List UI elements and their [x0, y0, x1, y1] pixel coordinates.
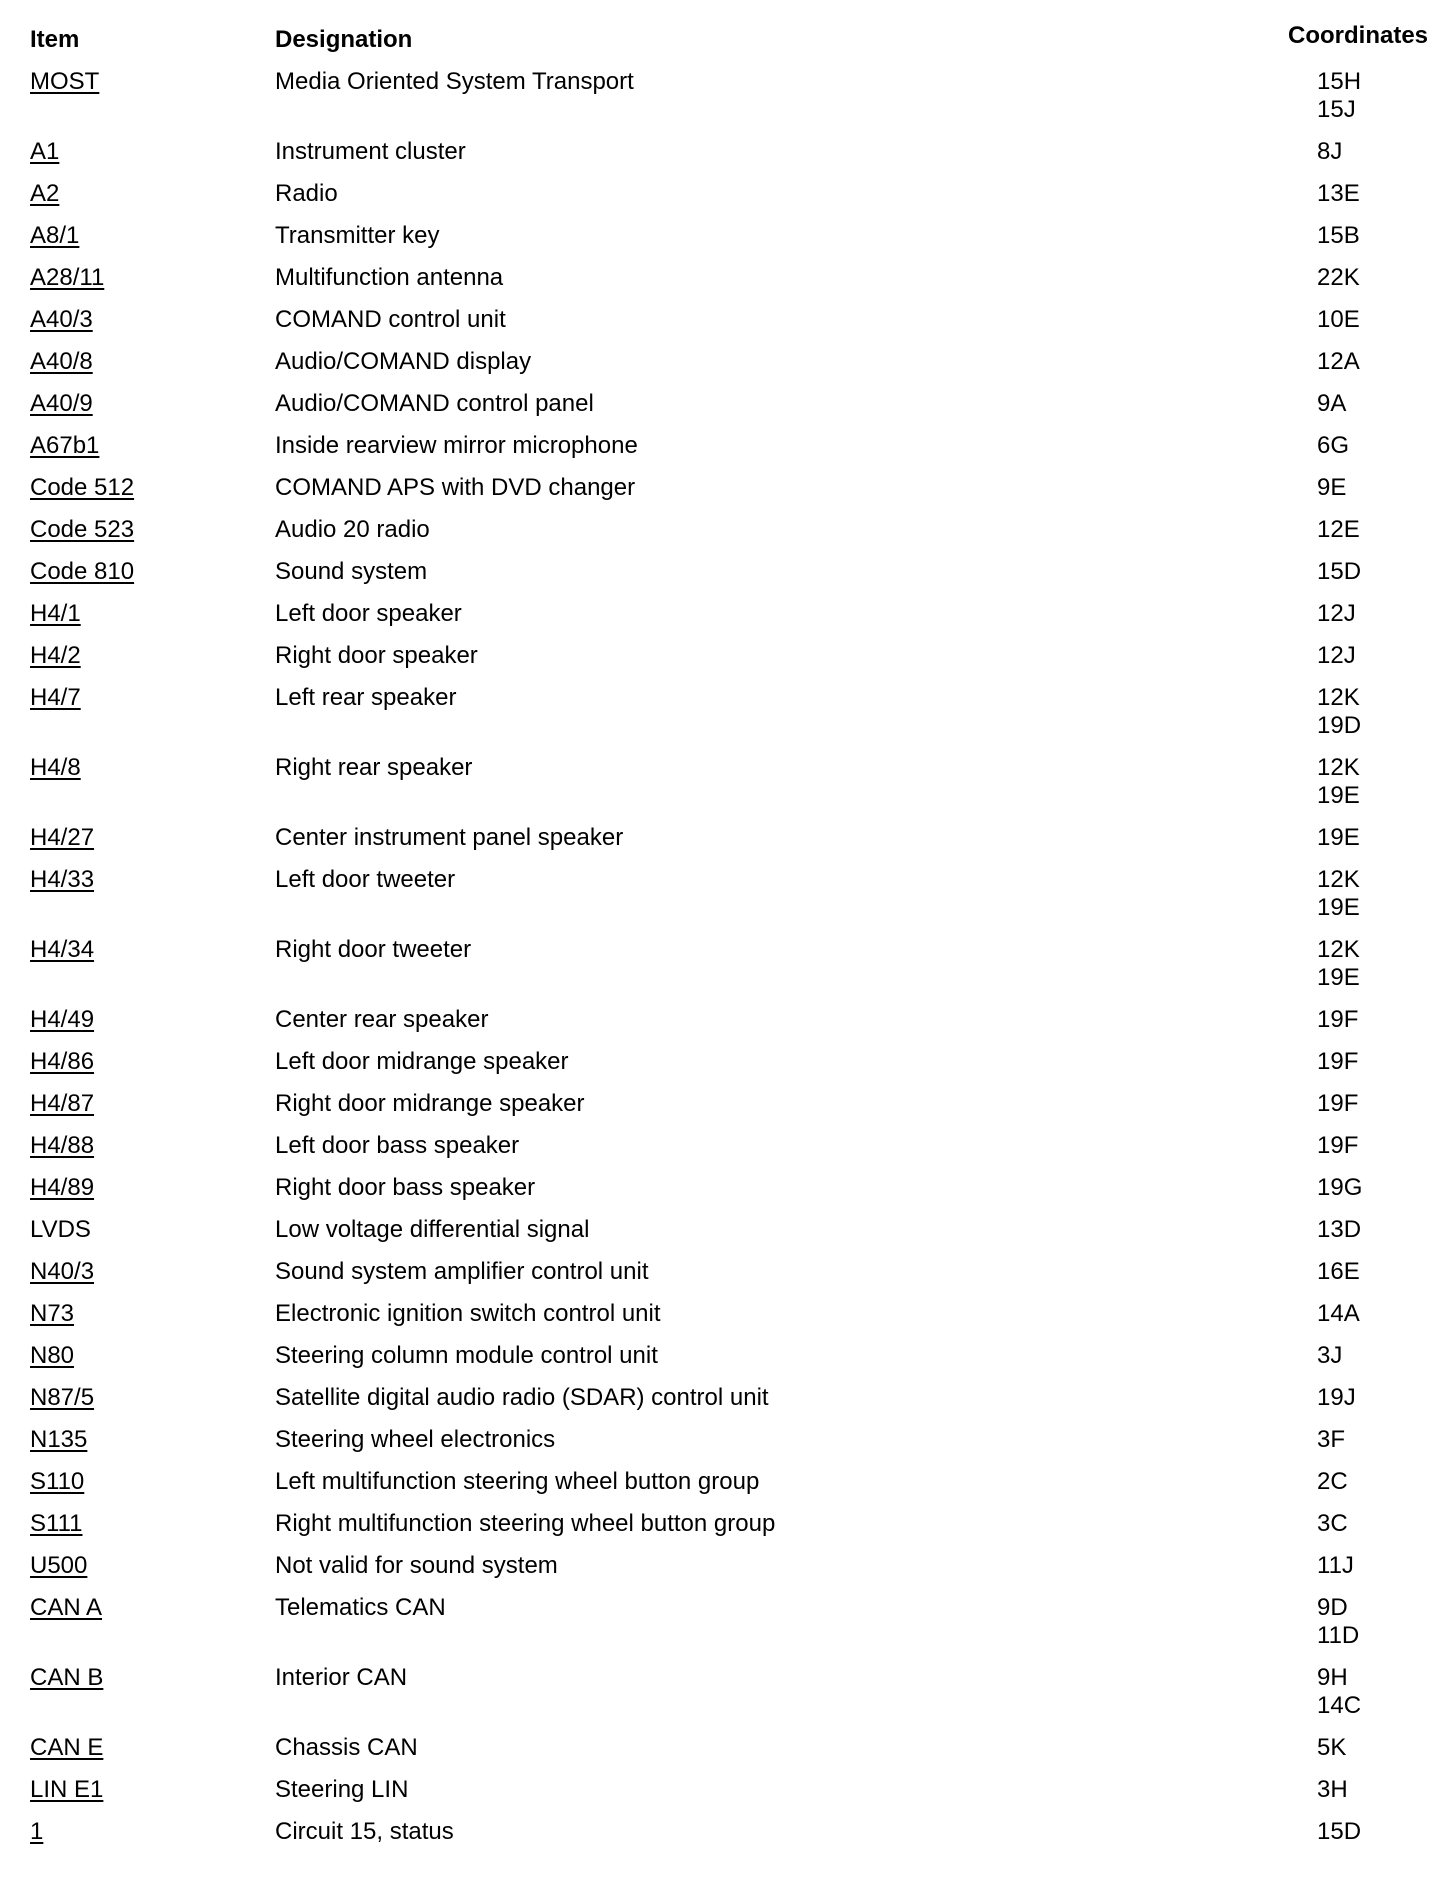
designation-text: COMAND APS with DVD changer — [275, 474, 636, 501]
designation-text: COMAND control unit — [275, 306, 506, 333]
coordinates-cell — [1317, 432, 1456, 460]
item-link[interactable]: H4/86 — [30, 1048, 95, 1075]
designation-text: Right multifunction steering wheel button group — [275, 1510, 776, 1537]
coordinate-value: 19F — [1317, 1006, 1359, 1033]
component-table — [0, 68, 1456, 1860]
coordinate-value: 8J — [1317, 138, 1343, 165]
table-row — [0, 1552, 1456, 1594]
designation-text: Telematics CAN — [275, 1594, 446, 1621]
coordinate-value: 12K — [1317, 936, 1360, 963]
coordinates-cell — [1317, 754, 1456, 810]
item-link[interactable]: H4/89 — [30, 1174, 95, 1201]
designation-text: Right rear speaker — [275, 754, 473, 781]
designation-text: Left door speaker — [275, 600, 462, 627]
table-row — [0, 516, 1456, 558]
coordinate-value: 9E — [1317, 474, 1347, 501]
coordinates-cell — [1317, 600, 1456, 628]
coordinate-value: 13D — [1317, 1216, 1362, 1243]
item-link[interactable]: N80 — [30, 1342, 75, 1369]
coordinate-value: 19F — [1317, 1132, 1359, 1159]
designation-text: Satellite digital audio radio (SDAR) control unit — [275, 1384, 769, 1411]
item-link[interactable]: H4/49 — [30, 1006, 95, 1033]
coordinate-value: 3H — [1317, 1776, 1348, 1803]
table-row — [0, 642, 1456, 684]
item-link[interactable]: A28/11 — [30, 264, 105, 291]
table-row — [0, 1090, 1456, 1132]
coordinate-value: 19J — [1317, 1384, 1356, 1411]
coordinates-cell — [1317, 1510, 1456, 1538]
coordinate-value: 3C — [1317, 1510, 1348, 1537]
table-row — [0, 1734, 1456, 1776]
coordinates-cell — [1317, 474, 1456, 502]
item-link[interactable]: MOST — [30, 68, 100, 95]
coordinate-value: 16E — [1317, 1258, 1360, 1285]
coordinates-cell — [1317, 516, 1456, 544]
coordinate-value: 12K — [1317, 684, 1360, 711]
coordinate-value: 15H — [1317, 68, 1362, 95]
coordinates-cell — [1317, 1048, 1456, 1076]
table-row — [0, 1132, 1456, 1174]
coordinate-value: 9D — [1317, 1594, 1348, 1621]
table-row — [0, 1174, 1456, 1216]
coordinate-value: 2C — [1317, 1468, 1348, 1495]
coordinates-cell — [1317, 180, 1456, 208]
table-row — [0, 1510, 1456, 1552]
coordinate-value: 19D — [1317, 712, 1362, 739]
item-link[interactable]: H4/34 — [30, 936, 95, 963]
coordinates-cell — [1317, 1468, 1456, 1496]
coordinate-value: 9A — [1317, 390, 1347, 417]
designation-text: Left door bass speaker — [275, 1132, 520, 1159]
coordinate-value: 12E — [1317, 516, 1360, 543]
coordinates-cell — [1317, 68, 1456, 124]
designation-text: Audio/COMAND control panel — [275, 390, 594, 417]
coordinate-value: 6G — [1317, 432, 1350, 459]
coordinate-value: 19F — [1317, 1090, 1359, 1117]
column-header-coordinates: Coordinates — [1288, 22, 1429, 49]
coordinates-cell — [1317, 306, 1456, 334]
coordinate-value: 14A — [1317, 1300, 1360, 1327]
coordinates-cell — [1317, 1818, 1456, 1846]
coordinate-value: 15D — [1317, 558, 1362, 585]
coordinates-cell — [1317, 866, 1456, 922]
designation-text: Audio 20 radio — [275, 516, 430, 543]
designation-text: Electronic ignition switch control unit — [275, 1300, 661, 1327]
item-link[interactable]: H4/88 — [30, 1132, 95, 1159]
designation-text: Right door midrange speaker — [275, 1090, 585, 1117]
item-link[interactable]: A67b1 — [30, 432, 100, 459]
table-row — [0, 1776, 1456, 1818]
coordinates-cell — [1317, 222, 1456, 250]
item-link[interactable]: Code 810 — [30, 558, 135, 585]
item-link[interactable]: H4/33 — [30, 866, 95, 893]
table-row — [0, 1300, 1456, 1342]
coordinates-cell — [1317, 264, 1456, 292]
item-link[interactable]: H4/27 — [30, 824, 95, 851]
table-row — [0, 222, 1456, 264]
table-header — [0, 0, 1456, 60]
table-row — [0, 1594, 1456, 1664]
table-row — [0, 936, 1456, 1006]
table-row — [0, 348, 1456, 390]
item-link[interactable]: A40/8 — [30, 348, 93, 375]
table-row — [0, 306, 1456, 348]
coordinates-cell — [1317, 1174, 1456, 1202]
designation-text: Inside rearview mirror microphone — [275, 432, 638, 459]
coordinate-value: 3F — [1317, 1426, 1346, 1453]
coordinates-cell — [1317, 936, 1456, 992]
item-link[interactable]: H4/2 — [30, 642, 81, 669]
coordinate-value: 15J — [1317, 96, 1356, 123]
coordinate-value: 12J — [1317, 600, 1356, 627]
designation-text: Sound system amplifier control unit — [275, 1258, 649, 1285]
item-link[interactable]: A2 — [30, 180, 60, 207]
coordinates-cell — [1317, 348, 1456, 376]
item-link[interactable]: CAN E — [30, 1734, 104, 1761]
item-link[interactable]: 1 — [30, 1818, 44, 1845]
designation-text: Media Oriented System Transport — [275, 68, 634, 95]
coordinate-value: 19E — [1317, 894, 1360, 921]
item-link[interactable]: U500 — [30, 1552, 88, 1579]
item-link[interactable]: N135 — [30, 1426, 88, 1453]
coordinate-value: 10E — [1317, 306, 1360, 333]
coordinate-value: 5K — [1317, 1734, 1347, 1761]
table-row — [0, 1342, 1456, 1384]
table-row — [0, 1384, 1456, 1426]
item-link[interactable]: S110 — [30, 1468, 85, 1495]
coordinate-value: 12A — [1317, 348, 1360, 375]
coordinates-cell — [1317, 1006, 1456, 1034]
table-row — [0, 474, 1456, 516]
designation-text: Right door tweeter — [275, 936, 472, 963]
coordinates-cell — [1317, 1132, 1456, 1160]
designation-text: Not valid for sound system — [275, 1552, 558, 1579]
designation-text: Center instrument panel speaker — [275, 824, 624, 851]
designation-text: Audio/COMAND display — [275, 348, 532, 375]
designation-text: Interior CAN — [275, 1664, 408, 1691]
item-link[interactable]: LIN E1 — [30, 1776, 104, 1803]
item-link[interactable]: CAN B — [30, 1664, 104, 1691]
coordinate-value: 19E — [1317, 964, 1360, 991]
designation-text: Sound system — [275, 558, 428, 585]
designation-text: Left door midrange speaker — [275, 1048, 569, 1075]
item-link[interactable]: Code 512 — [30, 474, 135, 501]
coordinate-value: 19F — [1317, 1048, 1359, 1075]
designation-text: Right door speaker — [275, 642, 478, 669]
coordinate-value: 15B — [1317, 222, 1360, 249]
table-row — [0, 1664, 1456, 1734]
designation-text: Low voltage differential signal — [275, 1216, 590, 1243]
table-row — [0, 1426, 1456, 1468]
coordinates-cell — [1317, 1384, 1456, 1412]
table-row — [0, 390, 1456, 432]
item-link[interactable]: S111 — [30, 1510, 83, 1537]
table-row — [0, 684, 1456, 754]
item-link[interactable]: H4/8 — [30, 754, 81, 781]
designation-text: Instrument cluster — [275, 138, 466, 165]
item-link[interactable]: N40/3 — [30, 1258, 95, 1285]
coordinate-value: 15D — [1317, 1818, 1362, 1845]
item-link[interactable]: A40/9 — [30, 390, 93, 417]
table-row — [0, 138, 1456, 180]
designation-text: Right door bass speaker — [275, 1174, 536, 1201]
item-link[interactable]: N73 — [30, 1300, 75, 1327]
table-row — [0, 754, 1456, 824]
designation-text: Circuit 15, status — [275, 1818, 454, 1845]
coordinates-cell — [1317, 1216, 1456, 1244]
coordinate-value: 13E — [1317, 180, 1360, 207]
designation-text: Left rear speaker — [275, 684, 457, 711]
coordinate-value: 12K — [1317, 866, 1360, 893]
coordinate-value: 22K — [1317, 264, 1360, 291]
item-link[interactable]: A1 — [30, 138, 60, 165]
coordinates-cell — [1317, 1664, 1456, 1720]
coordinate-value: 11J — [1317, 1552, 1354, 1579]
table-row — [0, 824, 1456, 866]
item-link[interactable]: A8/1 — [30, 222, 80, 249]
coordinates-cell — [1317, 138, 1456, 166]
item-link[interactable]: H4/87 — [30, 1090, 95, 1117]
table-row — [0, 264, 1456, 306]
table-row — [0, 180, 1456, 222]
coordinate-value: 11D — [1317, 1622, 1360, 1649]
coordinates-cell — [1317, 1300, 1456, 1328]
item-link[interactable]: H4/1 — [30, 600, 81, 627]
item-link[interactable]: Code 523 — [30, 516, 135, 543]
designation-text: Center rear speaker — [275, 1006, 489, 1033]
designation-text: Steering LIN — [275, 1776, 409, 1803]
item-label: LVDS — [30, 1216, 91, 1243]
coordinates-cell — [1317, 1342, 1456, 1370]
item-link[interactable]: H4/7 — [30, 684, 81, 711]
table-row — [0, 1006, 1456, 1048]
column-header-item: Item — [30, 26, 80, 53]
item-link[interactable]: N87/5 — [30, 1384, 95, 1411]
table-row — [0, 600, 1456, 642]
designation-text: Steering wheel electronics — [275, 1426, 556, 1453]
column-header-designation: Designation — [275, 26, 413, 53]
item-link[interactable]: A40/3 — [30, 306, 93, 333]
coordinate-value: 3J — [1317, 1342, 1343, 1369]
item-link[interactable]: CAN A — [30, 1594, 103, 1621]
coordinates-cell — [1317, 390, 1456, 418]
designation-text: Left multifunction steering wheel button group — [275, 1468, 760, 1495]
coordinate-value: 19E — [1317, 782, 1360, 809]
coordinates-cell — [1317, 1734, 1456, 1762]
table-row — [0, 1818, 1456, 1860]
table-row — [0, 558, 1456, 600]
table-row — [0, 866, 1456, 936]
coordinates-cell — [1317, 1258, 1456, 1286]
coordinate-value: 14C — [1317, 1692, 1362, 1719]
coordinates-cell — [1317, 684, 1456, 740]
table-row — [0, 1258, 1456, 1300]
designation-text: Multifunction antenna — [275, 264, 504, 291]
coordinate-value: 12J — [1317, 642, 1356, 669]
coordinates-cell — [1317, 824, 1456, 852]
designation-text: Steering column module control unit — [275, 1342, 658, 1369]
table-row — [0, 1468, 1456, 1510]
table-row — [0, 1216, 1456, 1258]
designation-text: Left door tweeter — [275, 866, 456, 893]
coordinates-cell — [1317, 558, 1456, 586]
coordinates-cell — [1317, 1594, 1456, 1650]
coordinate-value: 12K — [1317, 754, 1360, 781]
coordinates-cell — [1317, 1552, 1456, 1580]
coordinates-cell — [1317, 1426, 1456, 1454]
table-row — [0, 68, 1456, 138]
coordinate-value: 19E — [1317, 824, 1360, 851]
coordinates-cell — [1317, 1776, 1456, 1804]
designation-text: Radio — [275, 180, 338, 207]
coordinate-value: 9H — [1317, 1664, 1348, 1691]
table-row — [0, 1048, 1456, 1090]
coordinate-value: 19G — [1317, 1174, 1363, 1201]
designation-text: Chassis CAN — [275, 1734, 418, 1761]
coordinates-cell — [1317, 642, 1456, 670]
designation-text: Transmitter key — [275, 222, 440, 249]
table-row — [0, 432, 1456, 474]
coordinates-cell — [1317, 1090, 1456, 1118]
